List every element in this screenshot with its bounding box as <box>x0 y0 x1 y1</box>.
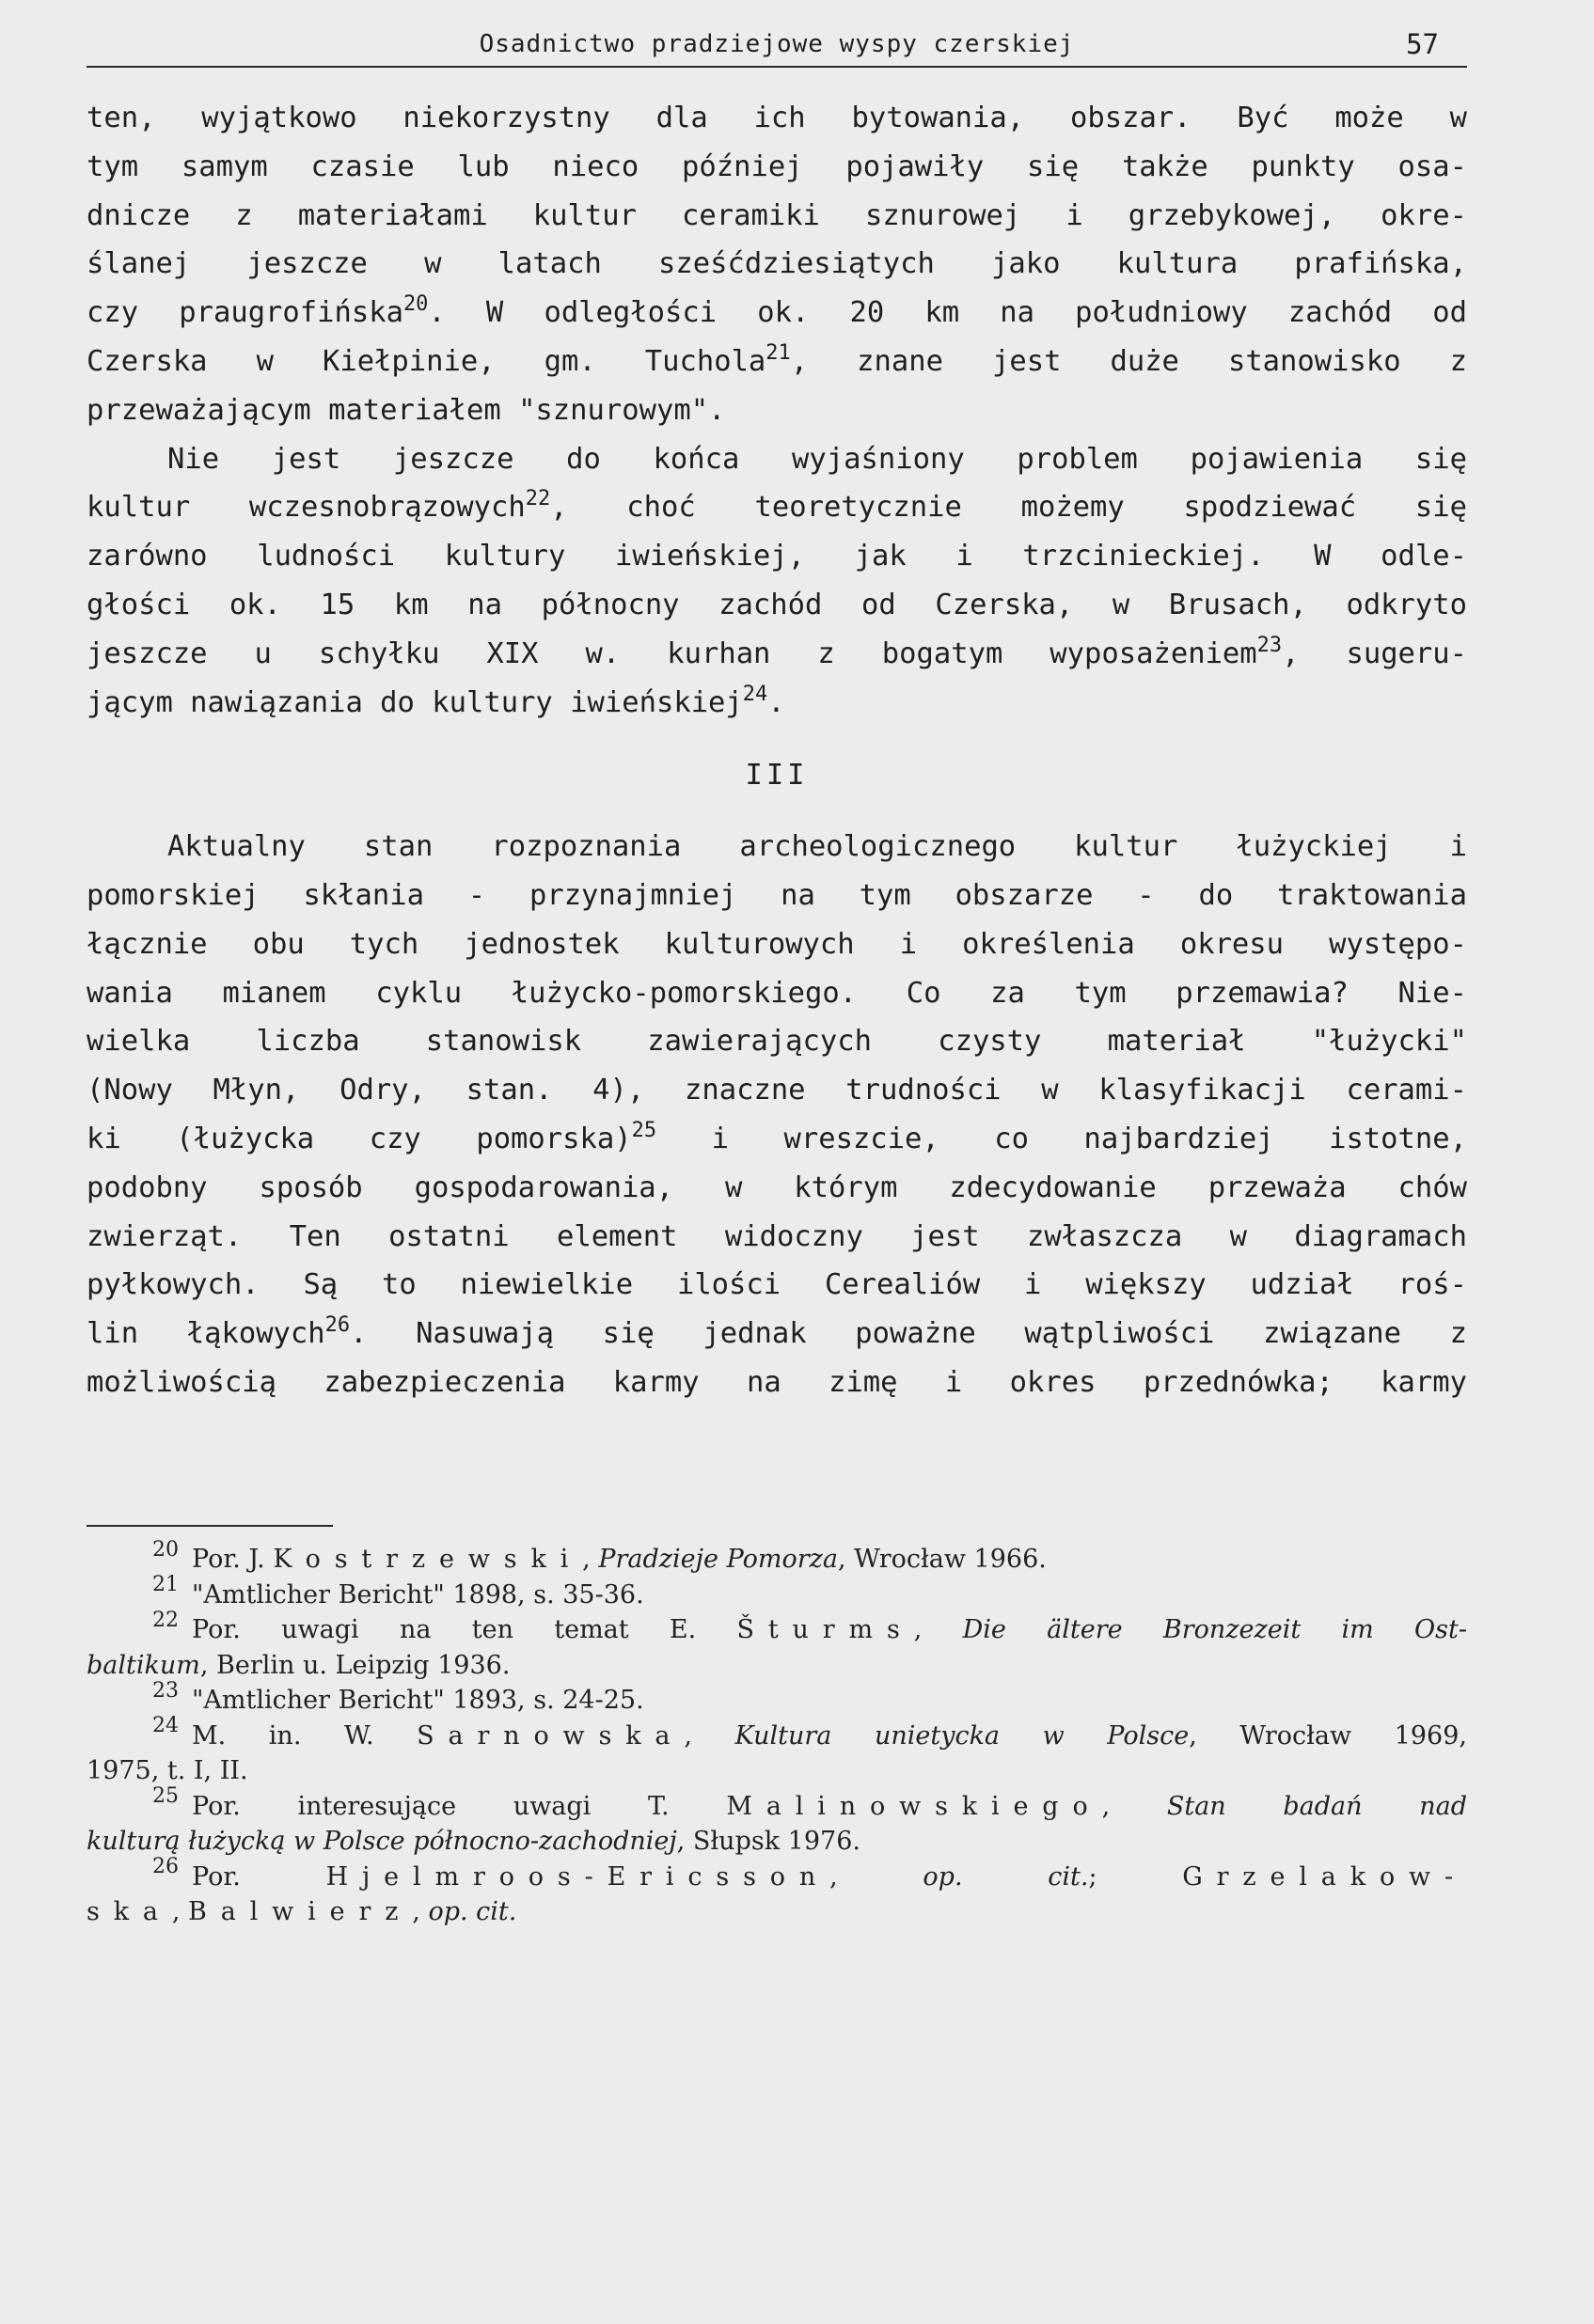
text-line <box>87 1115 1467 1164</box>
text-span: , znane jest duże stanowisko z <box>790 344 1467 378</box>
page-header <box>87 28 1467 68</box>
text-span: , <box>829 1861 923 1892</box>
text-span: "Amtlicher Bericht" 1898, s. 35-36. <box>192 1579 644 1610</box>
paragraph-1 <box>87 94 1467 435</box>
text-span: , Wrocław 1969, <box>1189 1720 1467 1751</box>
author-name: Balwierz <box>188 1897 413 1926</box>
footnote-ref: 20 <box>402 292 429 317</box>
text-line <box>87 1310 1467 1358</box>
work-title: Pradzieje Pomorza <box>598 1545 838 1574</box>
footnote-25 <box>87 1784 1468 1860</box>
footnote-ref: 25 <box>631 1118 657 1142</box>
footnote-number: 21 <box>152 1573 179 1597</box>
author-name: Grzelakow- <box>1182 1861 1467 1892</box>
text-span: Czerska w Kiełpinie, gm. Tuchola <box>87 344 766 378</box>
text-span: . W odległości ok. 20 km na południowy zachód od <box>428 296 1467 330</box>
footnote-21 <box>87 1573 1467 1613</box>
main-text <box>87 94 1467 1407</box>
footnote-ref: 26 <box>324 1313 351 1338</box>
text-line: wania mianem cyklu łużycko-pomorskiego. Co za tym przemawia? Nie- <box>87 976 1467 1010</box>
text-line: (Nowy Młyn, Odry, stan. 4), znaczne trudności w klasyfikacji cerami- <box>87 1074 1467 1107</box>
running-title: Osadnictwo pradziejowe wyspy czerskiej <box>479 30 1075 58</box>
footnotes <box>87 1537 1468 1930</box>
text-line: zarówno ludności kultury iwieńskiej, jak i trzcinieckiej. W odle- <box>87 540 1467 573</box>
footnote-line <box>87 1648 1467 1684</box>
text-line: ślanej jeszcze w latach sześćdziesiątych jako kultura prafińska, <box>87 247 1467 281</box>
text-line: zwierząt. Ten ostatni element widoczny jest zwłaszcza w diagramach <box>87 1219 1467 1253</box>
text-span: , Słupsk 1976. <box>676 1827 860 1856</box>
author-name: Šturms <box>736 1615 914 1644</box>
footnote-24 <box>87 1714 1467 1789</box>
work-title: baltikum <box>87 1650 200 1680</box>
text-span: , Wrocław 1966. <box>838 1545 1047 1574</box>
text-span: Por. <box>192 1861 326 1892</box>
footnote-line <box>87 1714 1467 1754</box>
citation-abbrev: op. cit. <box>923 1861 1089 1892</box>
text-line: możliwością zabezpieczenia karmy na zimę i okres przednówka; karmy <box>87 1365 1467 1399</box>
text-line <box>87 483 1467 532</box>
text-span: , <box>684 1720 735 1751</box>
footnote-26 <box>87 1855 1467 1930</box>
footnote-number: 25 <box>152 1784 179 1809</box>
text-span: , <box>582 1545 599 1574</box>
work-title: Stan badań nad <box>1166 1791 1468 1821</box>
text-span: . Nasuwają się jednak poważne wątpliwości związane z <box>350 1317 1467 1351</box>
text-line: przeważającym materiałem "sznurowym". <box>87 393 726 427</box>
text-span: kultur wczesnobrązowych <box>87 491 526 525</box>
text-line: wielka liczba stanowisk zawierających czysty materiał "łużycki" <box>87 1025 1467 1059</box>
footnote-line <box>87 1678 1467 1719</box>
page-number: 57 <box>1406 28 1439 60</box>
text-span: jącym nawiązania do kultury iwieńskiej <box>87 685 743 719</box>
text-line: podobny sposób gospodarowania, w którym zdecydowanie przeważa chów <box>87 1170 1467 1204</box>
text-span: , Berlin u. Leipzig 1936. <box>199 1650 511 1680</box>
footnote-ref: 24 <box>742 682 768 706</box>
footnote-line <box>87 1608 1467 1648</box>
text-span: . <box>767 685 785 719</box>
footnote-number: 23 <box>152 1678 179 1703</box>
text-span: , <box>913 1615 963 1644</box>
text-line: pomorskiej skłania - przynajmniej na tym obszarze - do traktowania <box>87 878 1467 912</box>
footnote-ref: 21 <box>765 340 791 365</box>
text-span: , <box>412 1897 429 1926</box>
author-name: Kostrzewski <box>273 1545 583 1574</box>
author-name: ska <box>87 1897 172 1926</box>
text-line: Nie jest jeszcze do końca wyjaśniony problem pojawienia się <box>167 442 1467 476</box>
footnote-line <box>87 1573 1467 1613</box>
paragraph-2 <box>87 435 1467 728</box>
footnote-line <box>87 1537 1467 1578</box>
footnote-number: 26 <box>152 1855 179 1879</box>
text-span: , <box>1101 1791 1167 1821</box>
work-title: Die ältere Bronzezeit im Ost- <box>962 1615 1467 1644</box>
footnote-23 <box>87 1678 1467 1719</box>
text-span: M. in. W. <box>192 1720 418 1751</box>
text-line: pyłkowych. Są to niewielkie ilości Cerealiów i większy udział roś- <box>87 1268 1467 1302</box>
footnote-number: 24 <box>152 1714 179 1738</box>
text-span: Por. J. <box>192 1545 274 1574</box>
work-title: kulturą łużycką w Polsce północno-zachodniej <box>87 1827 677 1856</box>
text-line: łącznie obu tych jednostek kulturowych i określenia okresu występo- <box>87 927 1467 961</box>
footnote-separator <box>87 1525 333 1527</box>
section-heading: III <box>745 759 809 793</box>
text-span: , sugeru- <box>1282 636 1468 670</box>
text-span: "Amtlicher Bericht" 1893, s. 24-25. <box>192 1686 644 1715</box>
text-line <box>87 289 1467 338</box>
footnote-number: 20 <box>152 1537 179 1562</box>
footnote-22 <box>87 1608 1467 1683</box>
author-name: Malinowskiego <box>726 1791 1102 1821</box>
text-line: głości ok. 15 km na północny zachód od Czerska, w Brusach, odkryto <box>87 588 1467 621</box>
text-line: tym samym czasie lub nieco później pojawiły się także punkty osa- <box>87 149 1467 183</box>
text-span: , <box>171 1897 189 1926</box>
text-line: Aktualny stan rozpoznania archeologicznego kultur łużyckiej i <box>167 830 1467 864</box>
text-span: , choć teoretycznie możemy spodziewać się <box>550 491 1467 525</box>
work-title: Kultura unietycka w Polsce <box>734 1720 1190 1751</box>
text-span: lin łąkowych <box>87 1317 325 1351</box>
text-span: ; <box>1088 1861 1183 1892</box>
text-line: ten, wyjątkowo niekorzystny dla ich bytowania, obszar. Być może w <box>87 102 1467 134</box>
text-line <box>87 338 1467 386</box>
footnote-line <box>87 1784 1468 1825</box>
footnote-number: 22 <box>152 1608 179 1632</box>
citation-abbrev: op. cit. <box>428 1897 517 1926</box>
text-span: ki (łużycka czy pomorska) <box>87 1122 632 1155</box>
text-span: Por. uwagi na ten temat E. <box>192 1615 737 1644</box>
author-name: Sarnowska <box>417 1720 685 1751</box>
footnote-ref: 22 <box>525 487 551 511</box>
text-span: Por. interesujące uwagi T. <box>192 1791 727 1821</box>
text-line: dnicze z materiałami kultur ceramiki sznurowej i grzebykowej, okre- <box>87 198 1467 232</box>
text-span: czy praugrofińska <box>87 296 403 330</box>
text-line <box>87 630 1467 679</box>
footnote-20 <box>87 1537 1467 1578</box>
footnote-line <box>87 1855 1467 1895</box>
text-span: i wreszcie, co najbardziej istotne, <box>656 1122 1467 1155</box>
text-line <box>87 679 1467 728</box>
text-span: jeszcze u schyłku XIX w. kurhan z bogatym wyposażeniem <box>87 636 1257 670</box>
footnote-line: 1975, t. I, II. <box>87 1756 248 1785</box>
footnote-line <box>87 1824 1467 1860</box>
paragraph-3 <box>87 823 1467 1407</box>
author-name: Hjelmroos-Ericsson <box>325 1861 830 1892</box>
footnote-ref: 23 <box>1256 633 1283 657</box>
footnote-line <box>87 1894 1467 1930</box>
